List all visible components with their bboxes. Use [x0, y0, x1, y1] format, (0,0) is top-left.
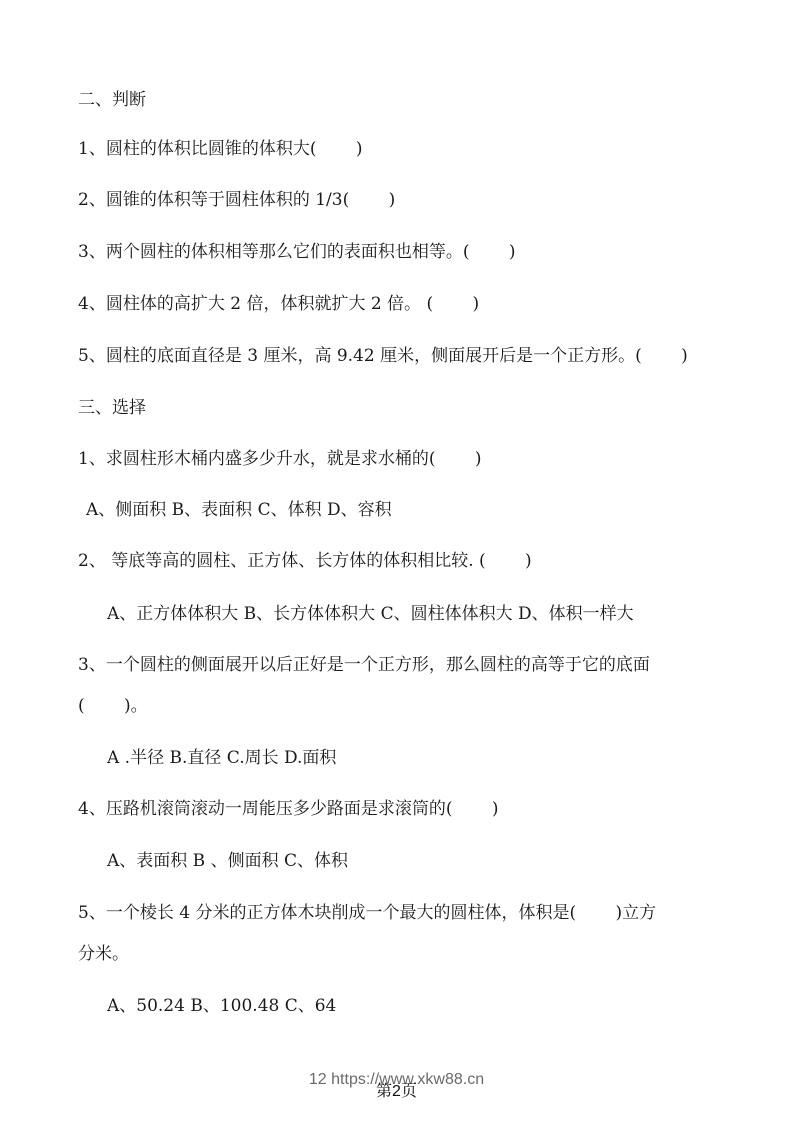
choice-question-5-continued: 分米。 [78, 944, 129, 964]
choice-options-2: A、正方体体积大 B、长方体体积大 C、圆柱体体积大 D、体积一样大 [107, 604, 634, 624]
section-heading-choice: 三、选择 [78, 398, 146, 418]
choice-question-5: 5、一个棱长 4 分米的正方体木块削成一个最大的圆柱体，体积是( )立方 [78, 903, 657, 923]
choice-options-3: A .半径 B.直径 C.周长 D.面积 [107, 748, 337, 768]
choice-question-1: 1、求圆柱形木桶内盛多少升水，就是求水桶的( ) [78, 449, 482, 469]
choice-options-1: A、侧面积 B、表面积 C、体积 D、容积 [86, 500, 392, 520]
judgment-item-5: 5、圆柱的底面直径是 3 厘米，高 9.42 厘米，侧面展开后是一个正方形。( ) [78, 346, 688, 366]
choice-question-3-continued: ( )。 [78, 696, 148, 716]
footer-page-number: 第2页 [376, 1083, 417, 1100]
judgment-item-4: 4、圆柱体的高扩大 2 倍，体积就扩大 2 倍。 ( ) [78, 294, 480, 314]
judgment-item-3: 3、两个圆柱的体积相等那么它们的表面积也相等。( ) [78, 242, 516, 262]
judgment-item-1: 1、圆柱的体积比圆锥的体积大( ) [78, 139, 363, 159]
footer-url: 12 https://www.xkw88.cn [308, 1071, 485, 1088]
choice-question-2: 2、 等底等高的圆柱、正方体、长方体的体积相比较. ( ) [78, 551, 532, 571]
choice-options-5: A、50.24 B、100.48 C、64 [107, 996, 337, 1016]
section-heading-judgment: 二、判断 [78, 90, 146, 110]
choice-question-4: 4、压路机滚筒滚动一周能压多少路面是求滚筒的( ) [78, 799, 499, 819]
choice-options-4: A、表面积 B 、侧面积 C、体积 [107, 851, 348, 871]
choice-question-3: 3、一个圆柱的侧面展开以后正好是一个正方形，那么圆柱的高等于它的底面 [78, 655, 650, 675]
judgment-item-2: 2、圆锥的体积等于圆柱体积的 1/3( ) [78, 190, 396, 210]
